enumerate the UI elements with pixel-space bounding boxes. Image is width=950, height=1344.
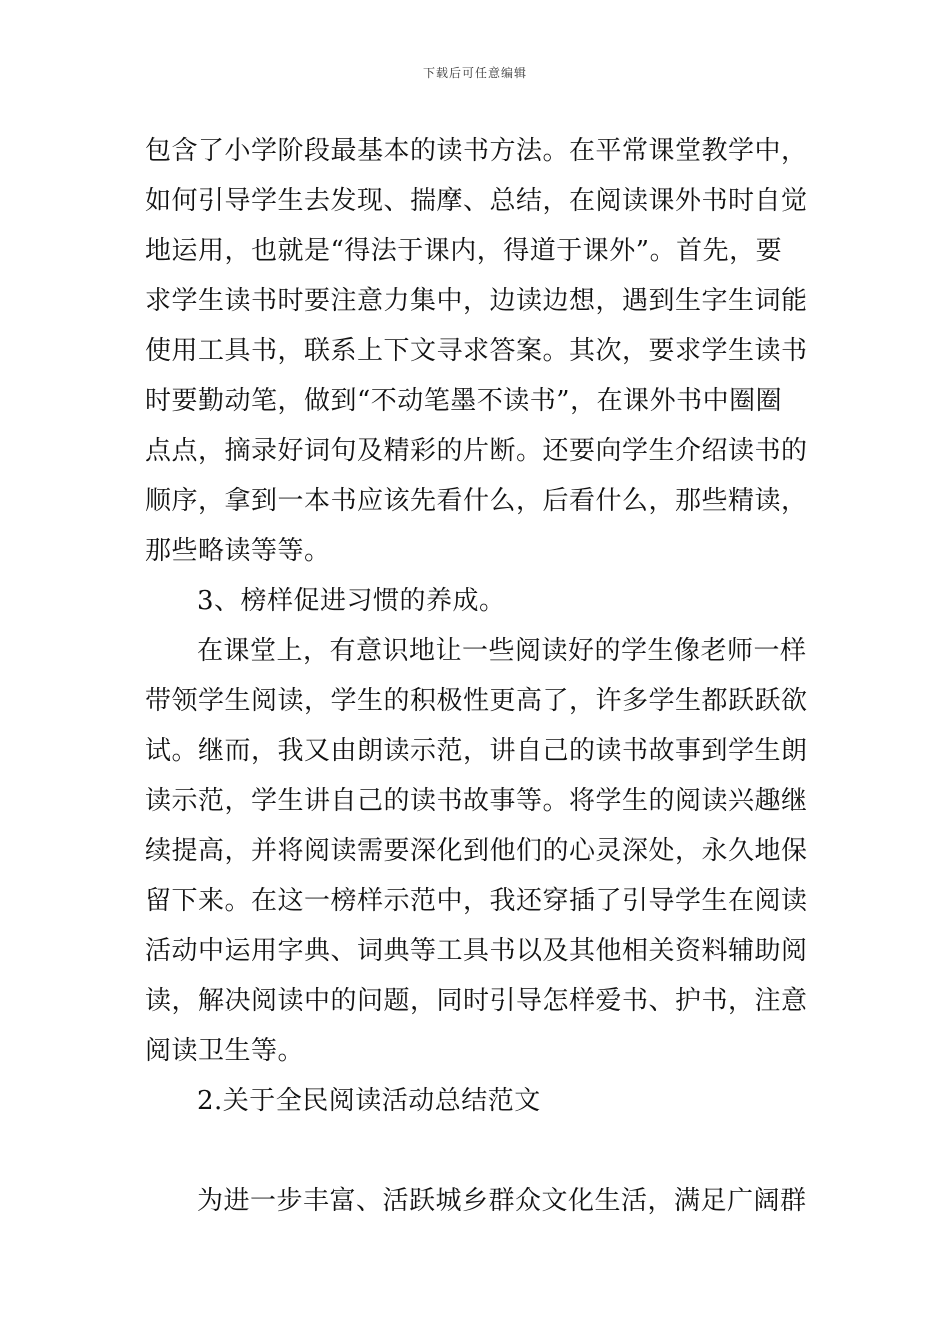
body-text [145,126,815,1226]
paragraph-line: 在课堂上，有意识地让一些阅读好的学生像老师一样 [197,636,807,666]
paragraph-line: 包含了小学阶段最基本的读书方法。在平常课堂教学中， [145,136,808,166]
paragraph-line: 使用工具书，联系上下文寻求答案。其次，要求学生读书 [145,336,808,366]
paragraph-line: 求学生读书时要注意力集中，边读边想，遇到生字生词能 [145,286,808,316]
paragraph-line: 顺序，拿到一本书应该先看什么，后看什么，那些精读， [145,486,808,516]
paragraph-line: 读示范，学生讲自己的读书故事等。将学生的阅读兴趣继 [145,786,808,816]
paragraph-line: 带领学生阅读，学生的积极性更高了，许多学生都跃跃欲 [145,686,808,716]
paragraph-line: 阅读卫生等。 [145,1036,305,1066]
paragraph-line: 试。继而，我又由朗读示范，讲自己的读书故事到学生朗 [145,736,808,766]
section-heading: 3、榜样促进习惯的养成。 [197,586,506,616]
paragraph-line: 如何引导学生去发现、揣摩、总结，在阅读课外书时自觉 [145,186,808,216]
article-title: 2.关于全民阅读活动总结范文 [197,1086,541,1116]
paragraph-line: 为进一步丰富、活跃城乡群众文化生活，满足广阔群 [197,1186,807,1216]
paragraph-line: 时要勤动笔，做到“不动笔墨不读书”，在课外书中圈圈 [145,386,783,416]
paragraph-line: 留下来。在这一榜样示范中，我还穿插了引导学生在阅读 [145,886,808,916]
paragraph-line: 地运用，也就是“得法于课内，得道于课外”。首先，要 [145,236,783,266]
header-note: 下载后可任意编辑 [422,66,527,80]
paragraph-line: 读，解决阅读中的问题，同时引导怎样爱书、护书，注意 [145,986,808,1016]
paragraph-line: 续提高，并将阅读需要深化到他们的心灵深处，永久地保 [145,836,808,866]
paragraph-line: 那些略读等等。 [145,536,331,566]
blank-line [145,1126,815,1176]
paragraph-line: 点点，摘录好词句及精彩的片断。还要向学生介绍读书的 [145,436,808,466]
paragraph-line: 活动中运用字典、词典等工具书以及其他相关资料辅助阅 [145,936,808,966]
